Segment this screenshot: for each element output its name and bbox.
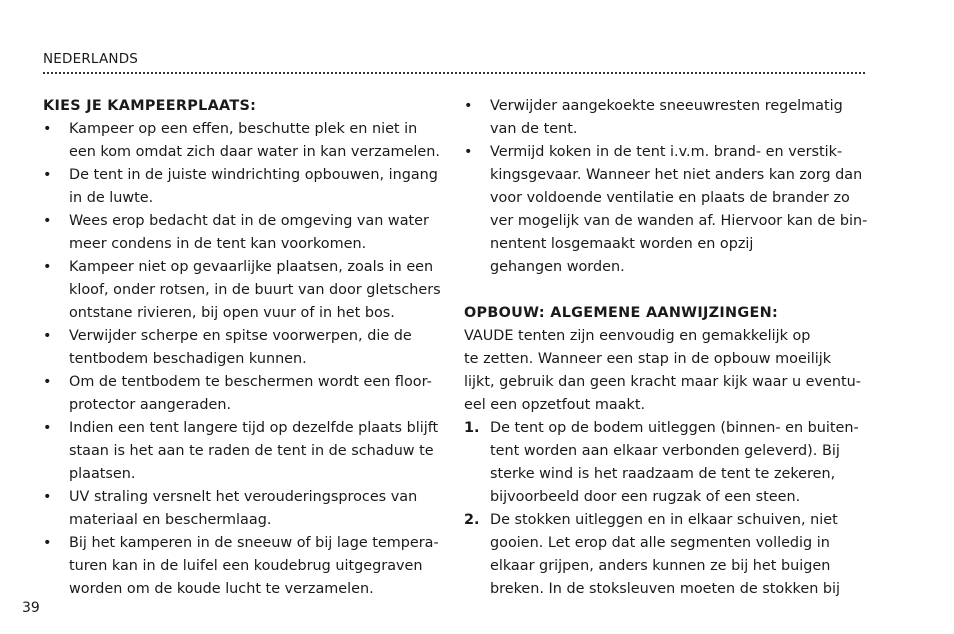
text-line: elkaar grijpen, anders kunnen ze bij het buigen — [490, 558, 831, 574]
text-line: voor voldoende ventilatie en plaats de brander zo — [490, 190, 850, 206]
list-item — [43, 325, 438, 371]
text-line: lijkt, gebruik dan geen kracht maar kijk waar u eventu- — [464, 374, 861, 390]
list-item — [43, 118, 438, 164]
text-line: protector aangeraden. — [69, 397, 232, 413]
bullet-marker: • — [43, 121, 52, 137]
text-line: Verwijder scherpe en spitse voorwerpen, die de — [69, 328, 412, 344]
text-line: Kampeer niet op gevaarlijke plaatsen, zoals in een — [69, 259, 434, 275]
list-item — [43, 417, 438, 486]
text-line: materiaal en beschermlaag. — [69, 512, 272, 528]
text-line: eel een opzetfout maakt. — [464, 397, 646, 413]
bullet-marker: • — [464, 144, 473, 160]
step-number: 2. — [464, 512, 480, 528]
bullet-marker: • — [43, 213, 52, 229]
text-line: De tent in de juiste windrichting opbouwen, ingang — [69, 167, 438, 183]
page-number: 39 — [22, 600, 40, 616]
text-line: Wees erop bedacht dat in de omgeving van water — [69, 213, 429, 229]
list-item — [464, 141, 868, 279]
text-line: een kom omdat zich daar water in kan verzamelen. — [69, 144, 440, 160]
bullet-marker: • — [464, 98, 473, 114]
text-line: Verwijder aangekoekte sneeuwresten regelmatig — [490, 98, 843, 114]
right-column — [464, 95, 868, 601]
text-line: Indien een tent langere tijd op dezelfde plaats blijft — [69, 420, 439, 436]
text-line: breken. In de stoksleuven moeten de stokken bij — [490, 581, 841, 597]
text-line: staan is het aan te raden de tent in de schaduw te — [69, 443, 434, 459]
text-line: nentent losgemaakt worden en opzij — [490, 236, 754, 252]
text-line: ontstane rivieren, bij open vuur of in het bos. — [69, 305, 395, 321]
bullet-marker: • — [43, 420, 52, 436]
text-line: tentbodem beschadigen kunnen. — [69, 351, 307, 367]
list-item — [43, 486, 438, 532]
bullet-marker: • — [43, 167, 52, 183]
list-item — [43, 210, 438, 256]
step-number: 1. — [464, 420, 480, 436]
section-header-language: NEDERLANDS — [43, 51, 139, 67]
list-item — [43, 532, 438, 601]
step-item — [464, 509, 864, 601]
bullet-marker: • — [43, 489, 52, 505]
setup-intro-paragraph — [464, 325, 864, 417]
dotted-divider — [43, 72, 865, 74]
section-spacer — [464, 279, 864, 302]
heading-campsite: KIES JE KAMPEERPLAATS: — [43, 98, 257, 114]
text-line: UV straling versnelt het verouderingsproces van — [69, 489, 418, 505]
text-line: De tent op de bodem uitleggen (binnen- en buiten- — [490, 420, 859, 436]
text-line: VAUDE tenten zijn eenvoudig en gemakkelijk op — [464, 328, 811, 344]
text-line: plaatsen. — [69, 466, 136, 482]
left-column — [43, 95, 441, 601]
text-line: turen kan in de luifel een koudebrug uitgegraven — [69, 558, 423, 574]
campsite-bullet-list — [43, 118, 441, 601]
text-line: Kampeer op een effen, beschutte plek en niet in — [69, 121, 418, 137]
bullet-marker: • — [43, 259, 52, 275]
text-line: kloof, onder rotsen, in de buurt van door gletschers — [69, 282, 441, 298]
text-line: worden om de koude lucht te verzamelen. — [69, 581, 374, 597]
text-line: gehangen worden. — [490, 259, 625, 275]
text-line: gooien. Let erop dat alle segmenten volledig in — [490, 535, 830, 551]
list-item — [464, 95, 864, 141]
heading-setup-instructions: OPBOUW: ALGEMENE AANWIJZINGEN: — [464, 305, 779, 321]
bullet-marker: • — [43, 328, 52, 344]
text-line: Vermijd koken in de tent i.v.m. brand- en verstik- — [490, 144, 843, 160]
text-line: ver mogelijk van de wanden af. Hiervoor kan de bin- — [490, 213, 868, 229]
text-line: bijvoorbeeld door een rugzak of een steen. — [490, 489, 801, 505]
text-line: Bij het kamperen in de sneeuw of bij lage tempera- — [69, 535, 439, 551]
list-item — [43, 256, 441, 325]
text-line: De stokken uitleggen en in elkaar schuiven, niet — [490, 512, 838, 528]
step-item — [464, 417, 864, 509]
text-line: in de luwte. — [69, 190, 154, 206]
list-item — [43, 371, 438, 417]
text-line: sterke wind is het raadzaam de tent te zekeren, — [490, 466, 836, 482]
text-line: tent worden aan elkaar verbonden geleverd). Bij — [490, 443, 840, 459]
setup-steps-list — [464, 417, 864, 601]
list-item — [43, 164, 438, 210]
text-line: kingsgevaar. Wanneer het niet anders kan zorg dan — [490, 167, 863, 183]
text-line: te zetten. Wanneer een stap in de opbouw moeilijk — [464, 351, 832, 367]
snow-cooking-bullet-list — [464, 95, 868, 279]
bullet-marker: • — [43, 374, 52, 390]
bullet-marker: • — [43, 535, 52, 551]
text-line: meer condens in de tent kan voorkomen. — [69, 236, 367, 252]
text-line: Om de tentbodem te beschermen wordt een floor- — [69, 374, 432, 390]
text-line: van de tent. — [490, 121, 578, 137]
